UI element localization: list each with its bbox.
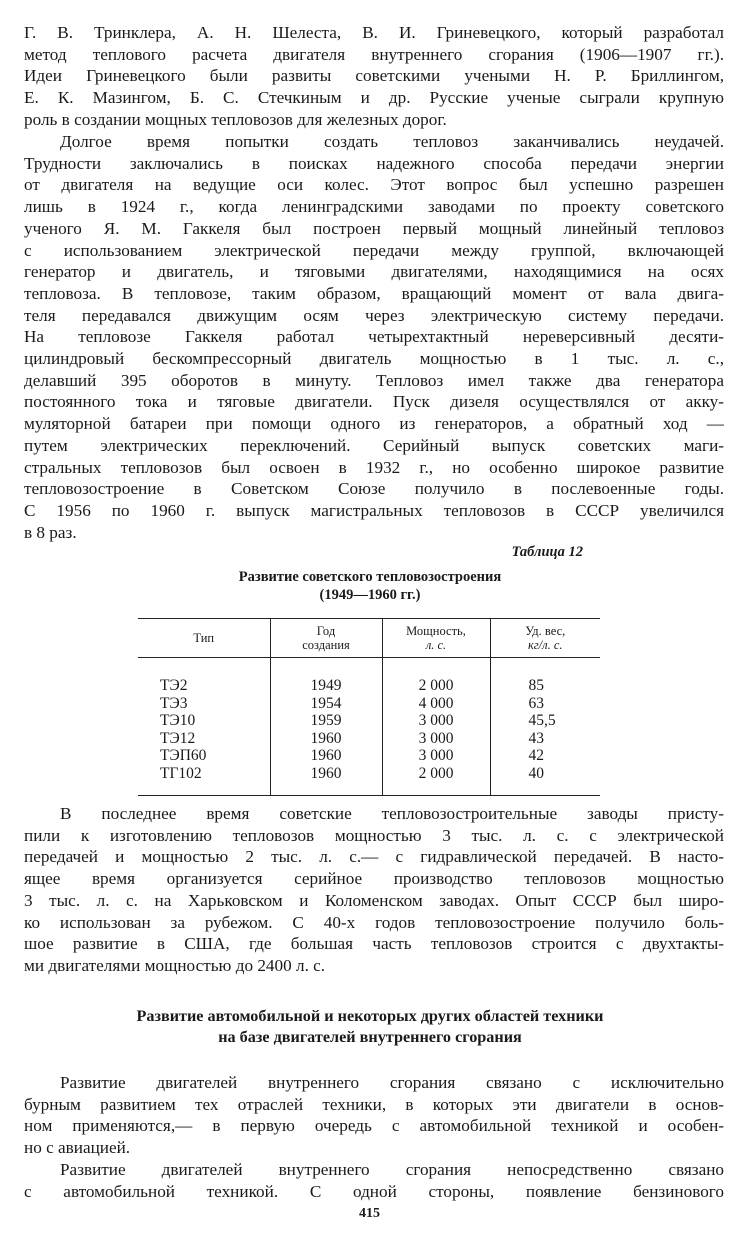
text-line: генератор и двигатель, и тяговыми двигателями, находящимися на осях xyxy=(24,262,724,282)
text-line: постоянного тока и тяговые двигатели. Пуск дизеля осуществлялся от акку- xyxy=(24,392,724,412)
text-line: тепловозостроение в Советском Союзе получило в послевоенные годы. xyxy=(24,479,724,499)
section-heading-line-1: Развитие автомобильной и некоторых других областей техники xyxy=(136,1007,604,1025)
text-line: цилиндровый бескомпрессорный двигатель мощностью в 1 тыс. л. с., xyxy=(24,349,724,369)
table-row xyxy=(138,765,600,795)
header-type: Тип xyxy=(138,619,270,658)
text-line: Е. К. Мазингом, Б. С. Стечкиным и др. Русские ученые сыграли крупную xyxy=(24,88,724,108)
table-header-row xyxy=(138,619,600,658)
text-line: шое развитие в США, где большая часть тепловозов строится с двухтакты- xyxy=(24,934,724,954)
cell-year: 1960 xyxy=(270,730,382,748)
cell-weight: 43 xyxy=(490,730,600,748)
text-line: ученого Я. М. Гаккеля был построен первый мощный линейный тепловоз xyxy=(24,218,724,238)
text-line: роль в создании мощных тепловозов для железных дорог. xyxy=(24,109,447,129)
section-heading xyxy=(20,1006,720,1048)
cell-power: 4 000 xyxy=(382,695,490,713)
text-line: В последнее время советские тепловозостроительные заводы присту- xyxy=(60,804,724,823)
cell-year: 1960 xyxy=(270,747,382,765)
text-line: ми двигателями мощностью до 2400 л. с. xyxy=(24,955,326,975)
cell-power: 3 000 xyxy=(382,712,490,730)
text-line: с использованием электрической передачи между группой, включающей xyxy=(24,240,724,260)
cell-year: 1954 xyxy=(270,695,382,713)
text-line: метод теплового расчета двигателя внутреннего сгорания (1906—1907 гг.). xyxy=(24,44,724,64)
paragraph-automotive-1 xyxy=(24,1072,724,1159)
text-line: с автомобильной техникой. С одной стороны, появление бензинового xyxy=(24,1181,724,1201)
text-line: теля передавался движущим осям через электрическую систему передачи. xyxy=(24,305,724,325)
text-line: пили к изготовлению тепловозов мощностью 3 тыс. л. с. с электрической xyxy=(24,825,724,845)
text-line: Идеи Гриневецкого были развиты советскими учеными Н. Р. Бриллингом, xyxy=(24,66,724,86)
text-line: делавший 395 оборотов в минуту. Тепловоз имел также два генератора xyxy=(24,370,724,390)
text-line: Трудности заключались в поисках надежного способа передачи энергии xyxy=(24,153,724,173)
text-line: ящее время организуется серийное производство тепловозов мощностью xyxy=(24,869,724,889)
text-line: ко использован за рубежом. С 40-х годов тепловозостроение получило боль- xyxy=(24,912,724,932)
text-line: муляторной батареи при помощи одного из генераторов, а обратный ход — xyxy=(24,414,724,434)
text-line: лишь в 1924 г., когда ленинградскими заводами по проекту советского xyxy=(24,197,724,217)
text-line: тепловоза. В тепловозе, таким образом, вращающий момент от вала двига- xyxy=(24,283,724,303)
paragraph-intro xyxy=(24,22,724,131)
paragraph-locomotive-history xyxy=(24,131,724,543)
cell-type: ТЭ2 xyxy=(160,677,188,694)
cell-power: 2 000 xyxy=(382,658,490,695)
cell-type: ТЭ10 xyxy=(160,712,196,730)
cell-year: 1960 xyxy=(270,765,382,795)
header-weight: Уд. вес, кг/л. с. xyxy=(490,619,600,658)
text-line: путем электрических переключений. Серийный выпуск советских маги- xyxy=(24,435,724,455)
text-line: Долгое время попытки создать тепловоз заканчивались неудачей. xyxy=(60,132,724,151)
cell-year: 1949 xyxy=(270,658,382,695)
paragraph-automotive-2 xyxy=(24,1159,724,1202)
cell-weight: 42 xyxy=(490,747,600,765)
table-label: Таблица 12 xyxy=(511,544,583,560)
text-line: стральных тепловозов был освоен в 1932 г., но особенно широкое развитие xyxy=(24,457,724,477)
table-title xyxy=(120,568,620,604)
table-row xyxy=(138,730,600,748)
table-row xyxy=(138,695,600,713)
header-year: Год создания xyxy=(270,619,382,658)
cell-weight: 45,5 xyxy=(490,712,600,730)
page-number: 415 xyxy=(359,1206,380,1221)
cell-power: 2 000 xyxy=(382,765,490,795)
text-line: ном применяются,— в первую очередь с автомобильной техникой и особен- xyxy=(24,1116,724,1136)
text-line: 3 тыс. л. с. на Харьковском и Коломенском заводах. Опыт СССР был широ- xyxy=(24,890,724,910)
table-row xyxy=(138,712,600,730)
cell-weight: 63 xyxy=(490,695,600,713)
text-line: но с авиацией. xyxy=(24,1138,131,1158)
header-power: Мощность, л. с. xyxy=(382,619,490,658)
cell-type: ТЭП60 xyxy=(160,747,207,765)
paragraph-recent-developments xyxy=(24,803,724,977)
text-line: На тепловозе Гаккеля работал четырехтактный нереверсивный десяти- xyxy=(24,327,724,347)
cell-power: 3 000 xyxy=(382,747,490,765)
locomotive-table xyxy=(138,618,600,796)
cell-weight: 40 xyxy=(490,765,600,795)
text-line: передачей и мощностью 2 тыс. л. с.— с гидравлической передачей. В насто- xyxy=(24,847,724,867)
cell-type: ТЭ3 xyxy=(160,694,188,712)
cell-type: ТЭ12 xyxy=(160,729,196,747)
cell-year: 1959 xyxy=(270,712,382,730)
text-line: от двигателя на ведущие оси колес. Этот вопрос был успешно разрешен xyxy=(24,175,724,195)
text-line: Развитие двигателей внутреннего сгорания связано с исключительно xyxy=(60,1073,724,1092)
table-title-line-1: Развитие советского тепловозостроения xyxy=(238,569,502,585)
table-row xyxy=(138,658,600,695)
text-line: Г. В. Тринклера, А. Н. Шелеста, В. И. Гриневецкого, который разработал xyxy=(24,23,724,42)
text-line: бурным развитием тех отраслей техники, в которых эти двигатели в основ- xyxy=(24,1094,724,1114)
text-line: в 8 раз. xyxy=(24,522,77,542)
cell-power: 3 000 xyxy=(382,730,490,748)
cell-type: ТГ102 xyxy=(160,764,202,782)
cell-weight: 85 xyxy=(490,658,600,695)
table-title-line-2: (1949—1960 гг.) xyxy=(319,587,421,603)
text-line: Развитие двигателей внутреннего сгорания непосредственно связано xyxy=(60,1160,724,1179)
section-heading-line-2: на базе двигателей внутреннего сгорания xyxy=(218,1028,522,1046)
text-line: С 1956 по 1960 г. выпуск магистральных тепловозов в СССР увеличился xyxy=(24,500,724,520)
table-row xyxy=(138,747,600,765)
